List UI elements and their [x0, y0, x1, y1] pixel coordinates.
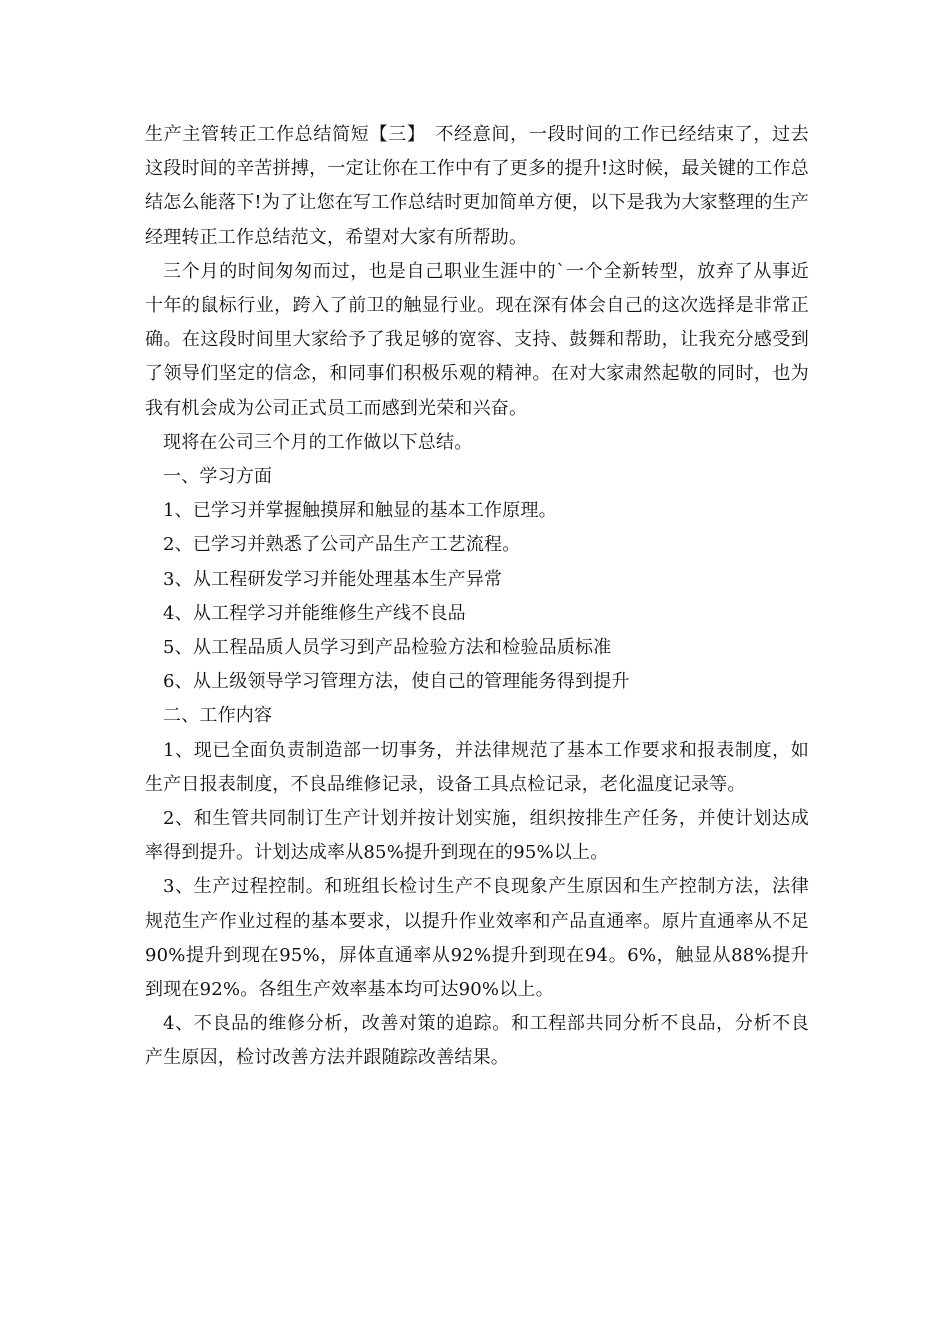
section-heading-work: 二、工作内容 [163, 705, 273, 727]
work-item-4: 4、不良品的维修分析，改善对策的追踪。和工程部共同分析不良品，分析不良产生原因，检讨改善方法并跟随踪改善结果。 [145, 1013, 809, 1069]
body-paragraph-2: 现将在公司三个月的工作做以下总结。 [163, 431, 473, 453]
study-item-1: 1、已学习并掌握触摸屏和触显的基本工作原理。 [163, 500, 557, 522]
document-body [145, 118, 809, 1076]
work-item-3: 3、生产过程控制。和班组长检讨生产不良现象产生原因和生产控制方法，法律规范生产作业过程的基本要求，以提升作业效率和产品直通率。原片直通率从不足90%提升到现在95%，屏体直通率从92%提升到现在94。6%，触显从88%提升到现在92%。各组生产效率基本均可达90%以上。 [145, 876, 809, 1001]
study-item-5: 5、从工程品质人员学习到产品检验方法和检验品质标准 [163, 637, 612, 659]
body-paragraph-1: 三个月的时间匆匆而过，也是自己职业生涯中的`一个全新转型，放弃了从事近十年的鼠标行业，跨入了前卫的触显行业。现在深有体会自己的这次选择是非常正确。在这段时间里大家给予了我足够的宽容、支持、鼓舞和帮助，让我充分感受到了领导们坚定的信念，和同事们积极乐观的精神。在对大家肃然起敬的同时，也为我有机会成为公司正式员工而感到光荣和兴奋。 [145, 260, 809, 419]
study-item-3: 3、从工程研发学习并能处理基本生产异常 [163, 568, 503, 590]
study-item-6: 6、从上级领导学习管理方法，使自己的管理能务得到提升 [163, 671, 630, 693]
section-heading-study: 一、学习方面 [163, 466, 273, 488]
work-item-2: 2、和生管共同制订生产计划并按计划实施，组织按排生产任务，并使计划达成率得到提升。计划达成率从85%提升到现在的95%以上。 [145, 808, 809, 864]
study-item-4: 4、从工程学习并能维修生产线不良品 [163, 602, 466, 624]
intro-paragraph: 生产主管转正工作总结简短【三】 不经意间，一段时间的工作已经结束了，过去这段时间的辛苦拼搏，一定让你在工作中有了更多的提升!这时候，最关键的工作总结怎么能落下!为了让您在写工作总结时更加简单方便，以下是我为大家整理的生产经理转正工作总结范文，希望对大家有所帮助。 [145, 124, 809, 248]
work-item-1: 1、现已全面负责制造部一切事务，并法律规范了基本工作要求和报表制度，如生产日报表制度，不良品维修记录，设备工具点检记录，老化温度记录等。 [145, 739, 809, 795]
study-item-2: 2、已学习并熟悉了公司产品生产工艺流程。 [163, 534, 521, 556]
